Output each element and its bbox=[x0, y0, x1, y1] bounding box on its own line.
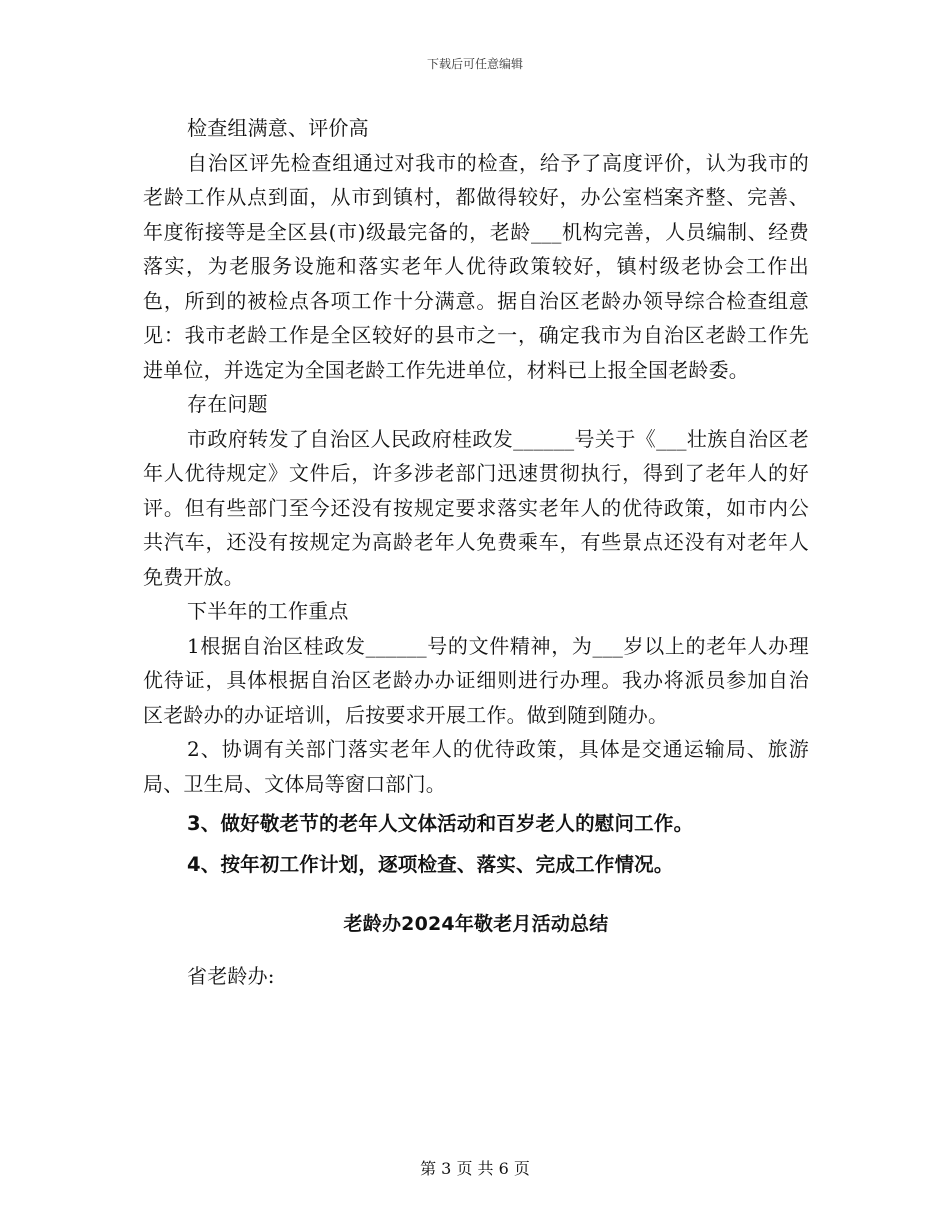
paragraph-problems: 市政府转发了自治区人民政府桂政发______号关于《___壮族自治区老年人优待规定》文件后，许多涉老部门迅速贯彻执行，得到了老年人的好评。但有些部门至今还没有按规定要求落实老年人的优待政策，如市内公共汽车，还没有按规定为高龄老年人免费乘车，有些景点还没有对老年人免费开放。 bbox=[143, 426, 809, 589]
paragraph-focus-item-4: 4、按年初工作计划，逐项检查、落实、完成工作情况。 bbox=[187, 853, 674, 876]
paragraph-focus-item-3: 3、做好敬老节的老年人文体活动和百岁老人的慰问工作。 bbox=[187, 812, 694, 835]
header-note: 下载后可任意编辑 bbox=[426, 57, 523, 71]
page-number: 第 3 页 共 6 页 bbox=[420, 1159, 530, 1178]
salutation: 省老龄办: bbox=[187, 964, 275, 988]
section-heading-problems: 存在问题 bbox=[187, 392, 268, 416]
paragraph-inspection: 自治区评先检查组通过对我市的检查，给予了高度评价，认为我市的老龄工作从点到面，从市到镇村，都做得较好，办公室档案齐整、完善、年度衔接等是全区县(市)级最完备的，老龄___机构完善，人员编制、经费落实，为老服务设施和落实老年人优待政策较好，镇村级老协会工作出色，所到的被检点各项工作十分满意。据自治区老龄办领导综合检查组意见：我市老龄工作是全区较好的县市之一，确定我市为自治区老龄工作先进单位，并选定为全国老龄工作先进单位，材料已上报全国老龄委。 bbox=[143, 150, 809, 382]
document-body bbox=[143, 111, 809, 994]
section-heading-focus: 下半年的工作重点 bbox=[187, 599, 349, 623]
paragraph-focus-item-2: 2、协调有关部门落实老年人的优待政策，具体是交通运输局、旅游局、卫生局、文体局等窗口部门。 bbox=[143, 737, 809, 796]
paragraph-focus-item-1: 1根据自治区桂政发______号的文件精神，为___岁以上的老年人办理优待证，具体根据自治区老龄办办证细则进行办理。我办将派员参加自治区老龄办的办证培训，后按要求开展工作。做到随到随办。 bbox=[143, 633, 809, 727]
section-heading-inspection: 检查组满意、评价高 bbox=[187, 116, 369, 140]
document-title: 老龄办2024年敬老月活动总结 bbox=[343, 913, 609, 935]
